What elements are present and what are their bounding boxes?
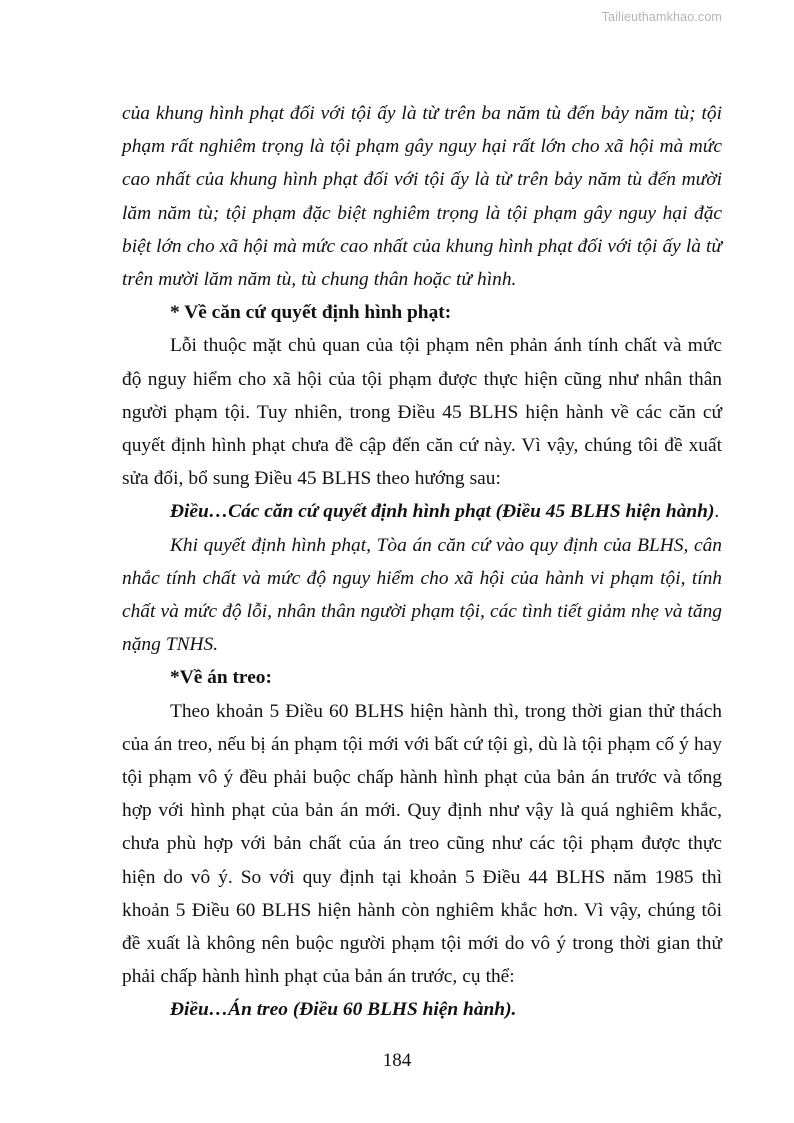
site-watermark: Tailieuthamkhao.com: [601, 10, 722, 24]
article-heading-text: Điều…Các căn cứ quyết định hình phạt (Điều 45 BLHS hiện hành): [170, 501, 715, 523]
section-heading-can-cu-quyet-dinh-hinh-phat: * Về căn cứ quyết định hình phạt:: [170, 302, 452, 324]
article-heading-dieu-60: Điều…Án treo (Điều 60 BLHS hiện hành).: [170, 999, 517, 1021]
body-paragraph: Lỗi thuộc mặt chủ quan của tội phạm nên phản ánh tính chất và mức độ nguy hiểm cho xã hội của tội phạm được thực hiện cũng như nhân thân người phạm tội. Tuy nhiên, trong Điều 45 BLHS hiện hành về các căn cứ quyết định hình phạt chưa đề cập đến căn cứ này. Vì vậy, chúng tôi đề xuất sửa đổi, bổ sung Điều 45 BLHS theo hướng sau:: [122, 335, 722, 490]
page-number: 184: [382, 1050, 412, 1071]
section-heading-ve-an-treo: *Về án treo:: [170, 667, 272, 689]
body-paragraph: Theo khoản 5 Điều 60 BLHS hiện hành thì, trong thời gian thử thách của án treo, nếu bị án phạm tội mới với bất cứ tội gì, dù là tội phạm cố ý hay tội phạm vô ý đều phải buộc chấp hành hình phạt của bản án trước và tổng hợp với hình phạt của bản án mới. Quy định như vậy là quá nghiêm khắc, chưa phù hợp với bản chất của án treo cũng như các tội phạm được thực hiện do vô ý. So với quy định tại khoản 5 Điều 44 BLHS năm 1985 thì khoản 5 Điều 60 BLHS hiện hành còn nghiêm khắc hơn. Vì vậy, chúng tôi đề xuất là không nên buộc người phạm tội mới do vô ý trong thời gian thử phải chấp hành hình phạt của bản án trước, cụ thể:: [122, 700, 722, 988]
page-text-body: [122, 97, 722, 1027]
article-heading-period: .: [714, 501, 720, 523]
body-paragraph: của khung hình phạt đối với tội ấy là từ trên ba năm tù đến bảy năm tù; tội phạm rất nghiêm trọng là tội phạm gây nguy hại rất lớn cho xã hội mà mức cao nhất của khung hình phạt đối với tội ấy là từ trên bảy năm tù đến mười lăm năm tù; tội phạm đặc biệt nghiêm trọng là tội phạm gây nguy hại đặc biệt lớn cho xã hội mà mức cao nhất của khung hình phạt đối với tội ấy là từ trên mười lăm năm tù, tù chung thân hoặc tử hình.: [122, 103, 722, 291]
article-heading-dieu-45: [122, 495, 722, 528]
quoted-article-text: Khi quyết định hình phạt, Tòa án căn cứ vào quy định của BLHS, cân nhắc tính chất và mức độ nguy hiểm cho xã hội của hành vi phạm tội, tính chất và mức độ lỗi, nhân thân người phạm tội, các tình tiết giảm nhẹ và tăng nặng TNHS.: [122, 534, 722, 656]
